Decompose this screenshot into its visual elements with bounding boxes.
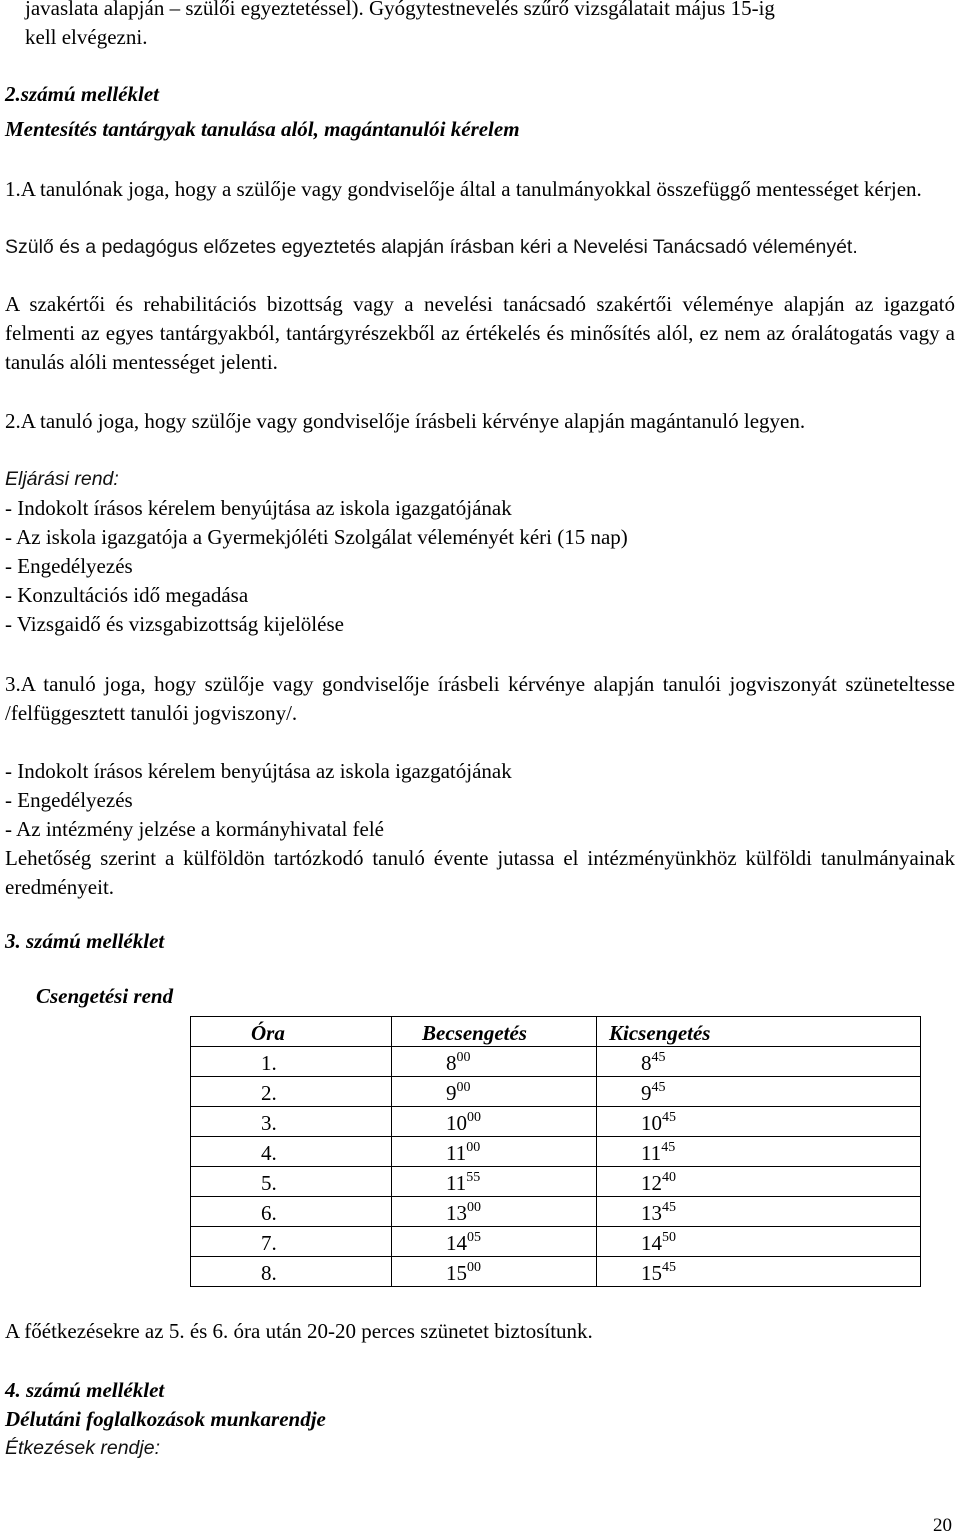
intro-paragraph bbox=[5, 0, 955, 52]
annex4-sub2: Étkezések rendje: bbox=[5, 1437, 161, 1459]
lesson-number: 8. bbox=[191, 1257, 392, 1287]
lesson-number: 6. bbox=[191, 1197, 392, 1227]
lesson-number: 2. bbox=[191, 1077, 392, 1107]
header-lesson: Óra bbox=[191, 1017, 392, 1047]
point3-steps bbox=[5, 757, 955, 844]
start-time: $13^{00}$ bbox=[392, 1197, 597, 1227]
lesson-number: 4. bbox=[191, 1137, 392, 1167]
table-row bbox=[191, 1107, 921, 1137]
table-row bbox=[191, 1047, 921, 1077]
end-time: $8^{45}$ bbox=[597, 1047, 921, 1077]
start-time: $14^{05}$ bbox=[392, 1227, 597, 1257]
table-row bbox=[191, 1257, 921, 1287]
point1-body: A szakértői és rehabilitációs bizottság vagy a nevelési tanácsadó szakértői véleménye alapján az igazgató felmenti az egyes tantárgyakból, tantárgyrészekből az értékelés és minősítés alól, ez nem az óralátogatás vagy a tanulás alóli mentességet jelenti. bbox=[5, 292, 955, 374]
start-time: $10^{00}$ bbox=[392, 1107, 597, 1137]
page-number: 20 bbox=[933, 1515, 952, 1536]
start-time: $8^{00}$ bbox=[392, 1047, 597, 1077]
bell-schedule-table bbox=[190, 1016, 921, 1287]
table-row bbox=[191, 1077, 921, 1107]
annex2-subheading: Mentesítés tantárgyak tanulása alól, magántanulói kérelem bbox=[5, 117, 520, 141]
point2-procedure bbox=[5, 465, 955, 639]
annex3-subheading: Csengetési rend bbox=[36, 984, 174, 1008]
lesson-number: 7. bbox=[191, 1227, 392, 1257]
point1-title: 1.A tanulónak joga, hogy a szülője vagy gondviselője által a tanulmányokkal összefüggő mentességet kérjen. bbox=[5, 177, 922, 201]
end-time: $15^{45}$ bbox=[597, 1257, 921, 1287]
point3-step: - Engedélyezés bbox=[5, 788, 133, 812]
end-time: $9^{45}$ bbox=[597, 1077, 921, 1107]
procedure-label: Eljárási rend: bbox=[5, 468, 119, 490]
annex2-heading: 2.számú melléklet bbox=[5, 82, 159, 106]
point3-title: 3.A tanuló joga, hogy szülője vagy gondviselője írásbeli kérvénye alapján tanulói jogviszonyát szüneteltesse /felfüggesztett tanulói jogviszony/. bbox=[5, 672, 955, 725]
end-time: $11^{45}$ bbox=[597, 1137, 921, 1167]
procedure-step: - Az iskola igazgatója a Gyermekjóléti Szolgálat véleményét kéri (15 nap) bbox=[5, 525, 628, 549]
lesson-number: 3. bbox=[191, 1107, 392, 1137]
procedure-step: - Vizsgaidő és vizsgabizottság kijelölése bbox=[5, 612, 344, 636]
start-time: $11^{55}$ bbox=[392, 1167, 597, 1197]
end-time: $13^{45}$ bbox=[597, 1197, 921, 1227]
annex4-subheading: Délutáni foglalkozások munkarendje bbox=[5, 1407, 326, 1431]
table-row bbox=[191, 1197, 921, 1227]
lesson-number: 5. bbox=[191, 1167, 392, 1197]
intro-line-2: kell elvégezni. bbox=[25, 25, 148, 49]
point1-sans-text: Szülő és a pedagógus előzetes egyeztetés alapján írásban kéri a Nevelési Tanácsadó véleményét. bbox=[5, 236, 858, 258]
point2-title: 2.A tanuló joga, hogy szülője vagy gondviselője írásbeli kérvénye alapján magántanuló legyen. bbox=[5, 409, 806, 433]
annex4-heading: 4. számú melléklet bbox=[5, 1378, 165, 1402]
annex3-heading: 3. számú melléklet bbox=[5, 929, 165, 953]
table-row bbox=[191, 1137, 921, 1167]
procedure-step: - Indokolt írásos kérelem benyújtása az iskola igazgatójának bbox=[5, 496, 512, 520]
point3-step: - Az intézmény jelzése a kormányhivatal felé bbox=[5, 817, 384, 841]
start-time: $15^{00}$ bbox=[392, 1257, 597, 1287]
table-row bbox=[191, 1167, 921, 1197]
start-time: $11^{00}$ bbox=[392, 1137, 597, 1167]
table-header-row bbox=[191, 1017, 921, 1047]
annex3-note: A főétkezésekre az 5. és 6. óra után 20-20 perces szünetet biztosítunk. bbox=[5, 1319, 593, 1343]
end-time: $14^{50}$ bbox=[597, 1227, 921, 1257]
end-time: $10^{45}$ bbox=[597, 1107, 921, 1137]
table-row bbox=[191, 1227, 921, 1257]
end-time: $12^{40}$ bbox=[597, 1167, 921, 1197]
header-start: Becsengetés bbox=[392, 1017, 597, 1047]
procedure-step: - Konzultációs idő megadása bbox=[5, 583, 249, 607]
header-end: Kicsengetés bbox=[597, 1017, 921, 1047]
point3-note: Lehetőség szerint a külföldön tartózkodó tanuló évente jutassa el intézményünkhöz külföldi tanulmányainak eredményeit. bbox=[5, 846, 955, 899]
procedure-step: - Engedélyezés bbox=[5, 554, 133, 578]
lesson-number: 1. bbox=[191, 1047, 392, 1077]
start-time: $9^{00}$ bbox=[392, 1077, 597, 1107]
point3-step: - Indokolt írásos kérelem benyújtása az iskola igazgatójának bbox=[5, 759, 512, 783]
intro-line-1: javaslata alapján – szülői egyeztetéssel). Gyógytestnevelés szűrő vizsgálatait május 15-ig bbox=[25, 0, 775, 20]
